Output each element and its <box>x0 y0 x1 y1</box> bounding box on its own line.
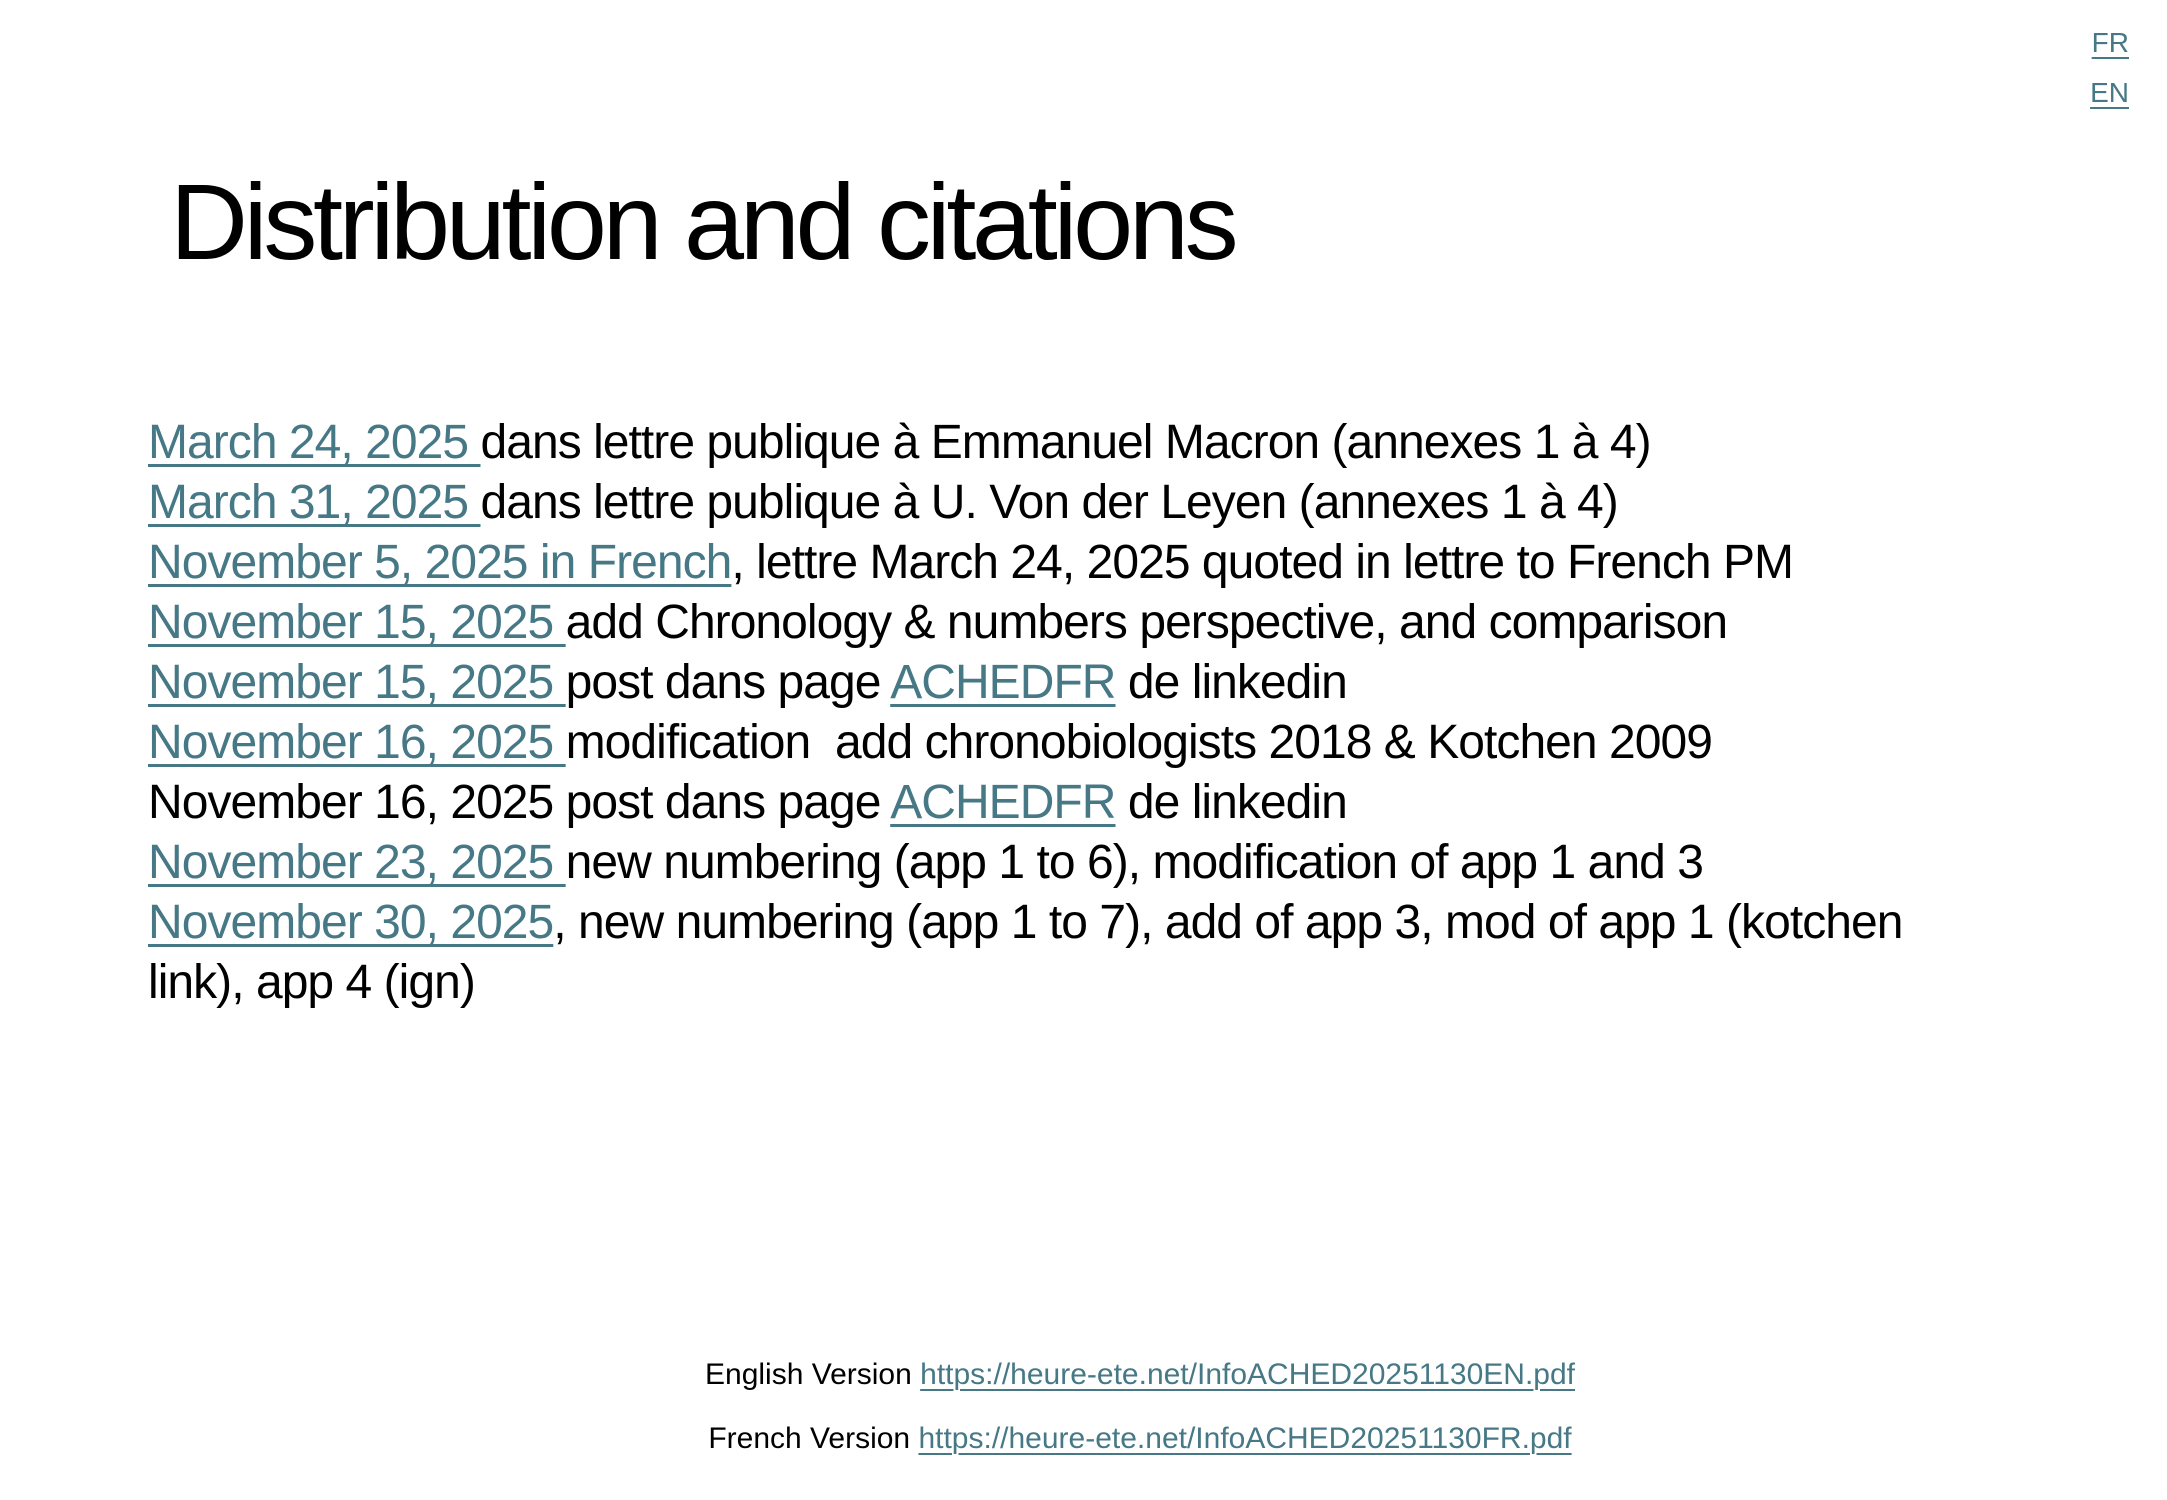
french-version-row <box>440 1407 1840 1471</box>
date-link[interactable]: November 15, 2025 <box>148 596 566 649</box>
date-link[interactable]: November 15, 2025 <box>148 656 566 709</box>
citation-text: add Chronology & numbers perspective, and comparison <box>565 596 1728 649</box>
language-row-fr <box>2090 18 2129 68</box>
french-version-link[interactable]: https://heure-ete.net/InfoACHED20251130FR.pdf <box>918 1422 1572 1455</box>
english-version-link[interactable]: https://heure-ete.net/InfoACHED20251130EN.pdf <box>920 1358 1575 1391</box>
date-link[interactable]: November 5, 2025 in French <box>148 536 732 589</box>
citation-text: modification add chronobiologists 2018 & Kotchen 2009 <box>565 716 1712 769</box>
citation-text: , new numbering (app 1 to 7), add of app 3, mod of app 1 (kotchen <box>553 896 1903 949</box>
language-link-fr[interactable]: FR <box>2091 27 2129 58</box>
french-version-label: French Version <box>708 1422 919 1455</box>
citation-text: November 16, 2025 post dans page <box>148 776 891 829</box>
citation-text: , lettre March 24, 2025 quoted in lettre to French PM <box>731 536 1794 589</box>
citation-line <box>148 773 1902 833</box>
language-switcher <box>2090 18 2129 118</box>
citation-text: post dans page <box>565 656 891 709</box>
date-link[interactable]: November 30, 2025 <box>148 896 554 949</box>
citation-text: dans lettre publique à Emmanuel Macron (annexes 1 à 4) <box>480 416 1651 469</box>
citation-line <box>148 413 1902 473</box>
citation-text: new numbering (app 1 to 6), modification of app 1 and 3 <box>565 836 1703 889</box>
date-link[interactable]: November 16, 2025 <box>148 716 566 769</box>
achedfr-link[interactable]: ACHEDFR <box>890 776 1116 829</box>
citation-line <box>148 473 1902 533</box>
english-version-label: English Version <box>705 1358 921 1391</box>
citation-line <box>148 713 1902 773</box>
citation-line <box>148 653 1902 713</box>
date-link[interactable]: November 23, 2025 <box>148 836 566 889</box>
citation-text: de linkedin <box>1115 776 1347 829</box>
english-version-row <box>440 1343 1840 1407</box>
citation-text: dans lettre publique à U. Von der Leyen (annexes 1 à 4) <box>480 476 1618 529</box>
citation-line <box>148 893 1902 953</box>
citation-line-continuation <box>148 953 1902 1013</box>
citation-text: de linkedin <box>1115 656 1347 709</box>
citation-text: link), app 4 (ign) <box>148 956 475 1009</box>
citation-line <box>148 533 1902 593</box>
citation-list <box>148 413 1902 1013</box>
page-title: Distribution and citations <box>170 161 1235 282</box>
date-link[interactable]: March 31, 2025 <box>148 476 481 529</box>
version-links-footer <box>440 1343 1840 1471</box>
achedfr-link[interactable]: ACHEDFR <box>890 656 1116 709</box>
language-link-en[interactable]: EN <box>2090 77 2129 108</box>
citation-line <box>148 593 1902 653</box>
date-link[interactable]: March 24, 2025 <box>148 416 481 469</box>
language-row-en <box>2090 68 2129 118</box>
citation-line <box>148 833 1902 893</box>
